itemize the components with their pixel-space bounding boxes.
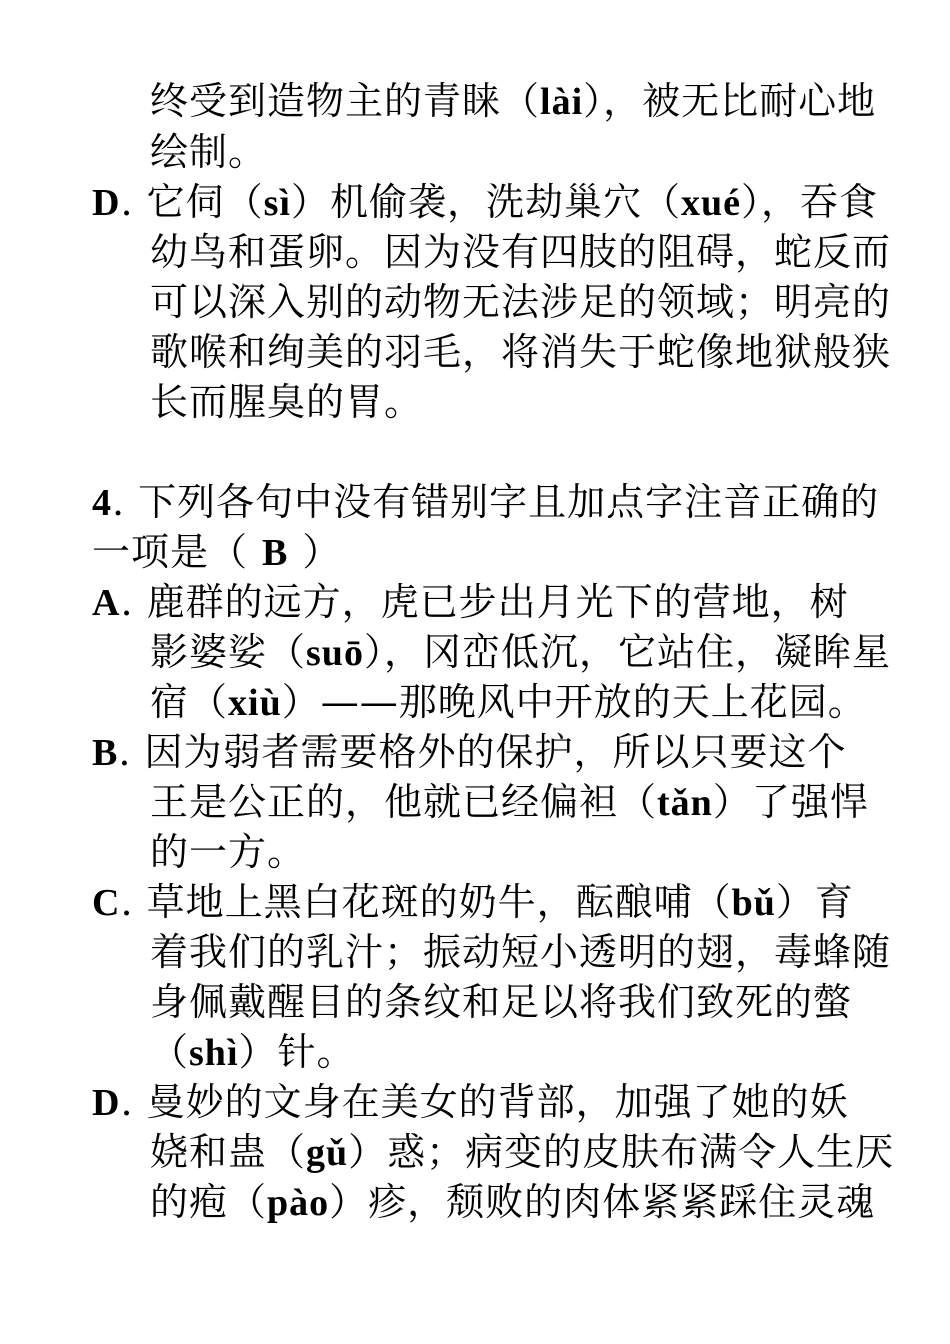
option-letter: B: [92, 732, 119, 774]
text-line: 长而腥臭的胃。: [150, 380, 424, 424]
pinyin: gǔ: [306, 1132, 349, 1174]
option-letter: A: [92, 582, 121, 624]
text-line: 的疱（pào）疹，颓败的肉体紧紧踩住灵魂: [150, 1180, 876, 1224]
option-b-line: B. 因为弱者需要格外的保护，所以只要这个: [92, 730, 847, 774]
text-line: 身佩戴醒目的条纹和足以将我们致死的螫: [150, 980, 853, 1024]
question-number: 4: [92, 482, 112, 524]
text-line: 可以深入别的动物无法涉足的领域；明亮的: [150, 280, 892, 324]
text-line: 的一方。: [150, 830, 307, 874]
pinyin: tǎn: [657, 782, 713, 824]
answer-letter: B: [262, 532, 289, 574]
question-stem: 4. 下列各句中没有错别字且加点字注音正确的: [92, 480, 880, 524]
pinyin: bǔ: [731, 882, 776, 924]
text-line: 宿（xiù）——那晚风中开放的天上花园。: [150, 680, 867, 724]
option-c-line: C. 草地上黑白花斑的奶牛，酝酿哺（bǔ）育: [92, 880, 854, 924]
text-line: 娆和蛊（gǔ）惑；病变的皮肤布满令人生厌: [150, 1130, 895, 1174]
option-d-line: D. 它伺（sì）机偷袭，洗劫巢穴（xué），吞食: [92, 180, 879, 224]
text-line: （shì）针。: [150, 1030, 356, 1074]
text-line: 终受到造物主的青睐（lài），被无比耐心地: [150, 79, 877, 123]
question-stem-line2: 一项是（ B ）: [92, 530, 342, 574]
pinyin: xué: [681, 182, 741, 224]
text-line: 幼鸟和蛋卵。因为没有四肢的阻碍，蛇反而: [150, 230, 892, 274]
option-d-line: D. 曼妙的文身在美女的背部，加强了她的妖: [92, 1080, 849, 1124]
text-line: 歌喉和绚美的羽毛，将消失于蛇像地狱般狭: [150, 330, 892, 374]
text-line: 着我们的乳汁；振动短小透明的翅，毒蜂随: [150, 930, 892, 974]
pinyin: pào: [267, 1182, 330, 1224]
pinyin: lài: [540, 81, 584, 123]
text-line: 绘制。: [150, 130, 268, 174]
option-letter: D: [92, 1082, 121, 1124]
pinyin: sì: [263, 182, 291, 224]
text-line: 影婆娑（suō），冈峦低沉，它站住，凝眸星: [150, 630, 891, 674]
pinyin: suō: [306, 632, 364, 674]
pinyin: xiù: [228, 682, 282, 724]
pinyin: shì: [189, 1032, 239, 1074]
option-a-line: A. 鹿群的远方，虎已步出月光下的营地，树: [92, 580, 849, 624]
option-letter: D: [92, 182, 121, 224]
option-letter: C: [92, 882, 121, 924]
text-line: 王是公正的，他就已经偏袒（tǎn）了强悍: [150, 780, 869, 824]
